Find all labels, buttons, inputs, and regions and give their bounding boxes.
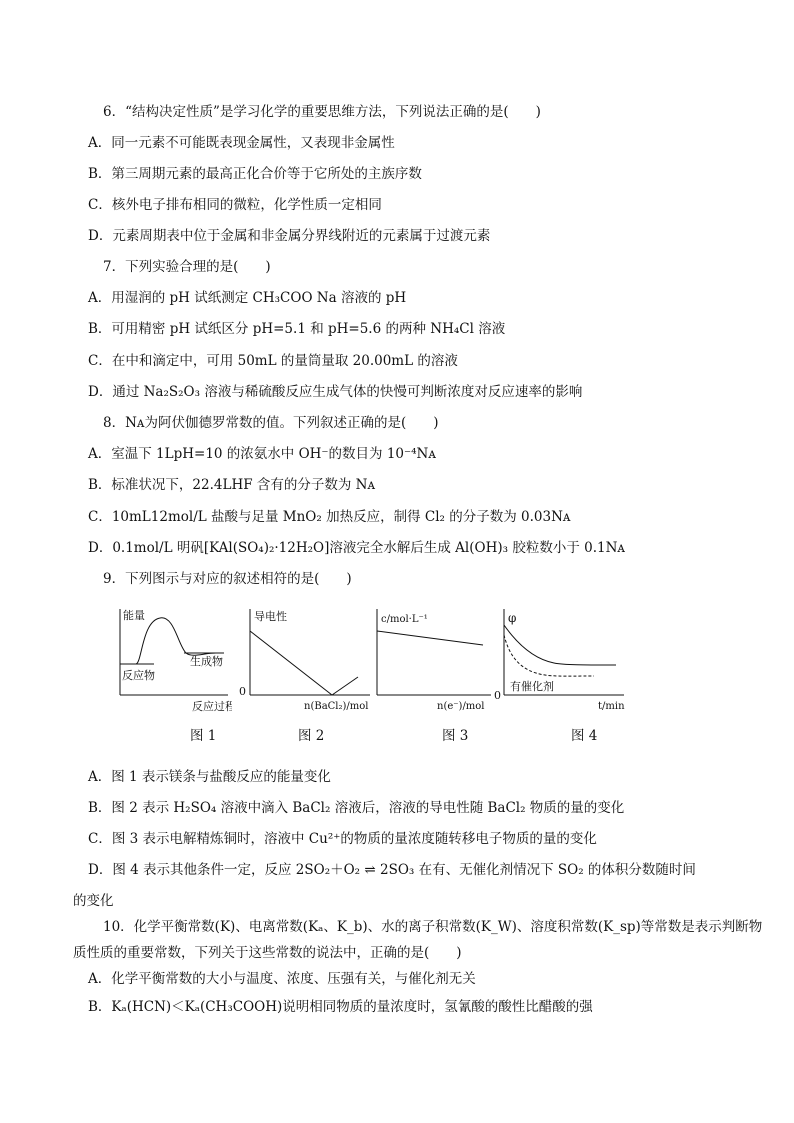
q7-option-b: B．可用精密 pH 试纸区分 pH=5.1 和 pH=5.6 的两种 NH₄Cl 溶液 xyxy=(88,321,506,337)
q9-option-d: D．图 4 表示其他条件一定，反应 2SO₂＋O₂ ⇌ 2SO₃ 在有、无催化剂情况下 SO₂ 的体积分数随时间 xyxy=(88,862,696,878)
q6-option-a: A．同一元素不可能既表现金属性，又表现非金属性 xyxy=(88,135,395,151)
q8-option-c: C．10mL12mol/L 盐酸与足量 MnO₂ 加热反应，制得 Cl₂ 的分子数为 0.03Nᴀ xyxy=(88,509,571,525)
figure-4 xyxy=(494,603,630,713)
fig1-caption: 图 1 xyxy=(190,728,217,744)
q8-option-d: D．0.1mol/L 明矾[KAl(SO₄)₂·12H₂O]溶液完全水解后生成 Al(OH)₃ 胶粒数小于 0.1Nᴀ xyxy=(88,540,626,556)
q8-stem: 8．Nᴀ为阿伏伽德罗常数的值。下列叙述正确的是( ) xyxy=(103,415,439,431)
fig3-y-label: c/mol·L⁻¹ xyxy=(381,614,428,625)
q10-stem-cont: 质性质的重要常数，下列关于这些常数的说法中，正确的是( ) xyxy=(73,945,462,961)
fig4-x-label: t/min xyxy=(598,701,625,712)
q7-stem: 7．下列实验合理的是( ) xyxy=(103,259,271,275)
q9-option-c: C．图 3 表示电解精炼铜时，溶液中 Cu²⁺的物质的量浓度随转移电子物质的量的变化 xyxy=(88,831,597,847)
fig4-curve-label: 有催化剂 xyxy=(510,680,554,693)
q9-option-a: A．图 1 表示镁条与盐酸反应的能量变化 xyxy=(88,769,331,785)
fig2-y-label: 导电性 xyxy=(254,610,287,623)
fig4-caption: 图 4 xyxy=(571,728,598,744)
q8-option-a: A．室温下 1LpH=10 的浓氨水中 OH⁻的数目为 10⁻⁴Nᴀ xyxy=(88,446,436,462)
q9-option-b: B．图 2 表示 H₂SO₄ 溶液中滴入 BaCl₂ 溶液后，溶液的导电性随 BaCl₂ 物质的量的变化 xyxy=(88,800,625,816)
q6-option-c: C．核外电子排布相同的微粒，化学性质一定相同 xyxy=(88,197,382,213)
fig3-x-label: n(e⁻)/mol xyxy=(437,701,485,712)
q7-option-d: D．通过 Na₂S₂O₃ 溶液与稀硫酸反应生成气体的快慢可判断浓度对反应速率的影响 xyxy=(88,384,583,400)
q9-option-d-cont: 的变化 xyxy=(73,893,114,909)
q7-option-a: A．用湿润的 pH 试纸测定 CH₃COO Na 溶液的 pH xyxy=(88,290,407,306)
fig4-origin: 0 xyxy=(494,689,501,702)
q7-option-c: C．在中和滴定中，可用 50mL 的量筒量取 20.00mL 的溶液 xyxy=(88,353,458,369)
q10-stem: 10．化学平衡常数(K)、电离常数(Kₐ、K_b)、水的离子积常数(K_W)、溶度积常数(K_sp)等常数是表示判断物 xyxy=(103,919,763,935)
figure-2 xyxy=(234,603,374,713)
q6-stem: 6．“结构决定性质”是学习化学的重要思维方法，下列说法正确的是( ) xyxy=(103,104,541,120)
fig4-y-label: φ xyxy=(508,611,517,625)
figure-3 xyxy=(371,603,495,713)
fig1-reactant-label: 反应物 xyxy=(122,669,155,682)
fig2-caption: 图 2 xyxy=(298,728,325,744)
fig3-caption: 图 3 xyxy=(442,728,469,744)
q10-option-a: A．化学平衡常数的大小与温度、浓度、压强有关，与催化剂无关 xyxy=(88,971,476,987)
fig2-origin: 0 xyxy=(239,685,246,698)
q9-stem: 9．下列图示与对应的叙述相符的是( ) xyxy=(103,571,352,587)
fig2-x-label: n(BaCl₂)/mol xyxy=(304,701,369,712)
q10-option-b: B．Kₐ(HCN)＜Kₐ(CH₃COOH)说明相同物质的量浓度时，氢氰酸的酸性比醋酸的强 xyxy=(88,999,593,1015)
fig1-y-label: 能量 xyxy=(123,609,145,622)
fig1-product-label: 生成物 xyxy=(190,655,223,668)
fig1-x-label: 反应过程 xyxy=(192,700,232,713)
figure-1 xyxy=(112,603,232,713)
q6-option-b: B．第三周期元素的最高正化合价等于它所处的主族序数 xyxy=(88,166,422,182)
q8-option-b: B．标准状况下，22.4LHF 含有的分子数为 Nᴀ xyxy=(88,477,376,493)
q6-option-d: D．元素周期表中位于金属和非金属分界线附近的元素属于过渡元素 xyxy=(88,228,491,244)
